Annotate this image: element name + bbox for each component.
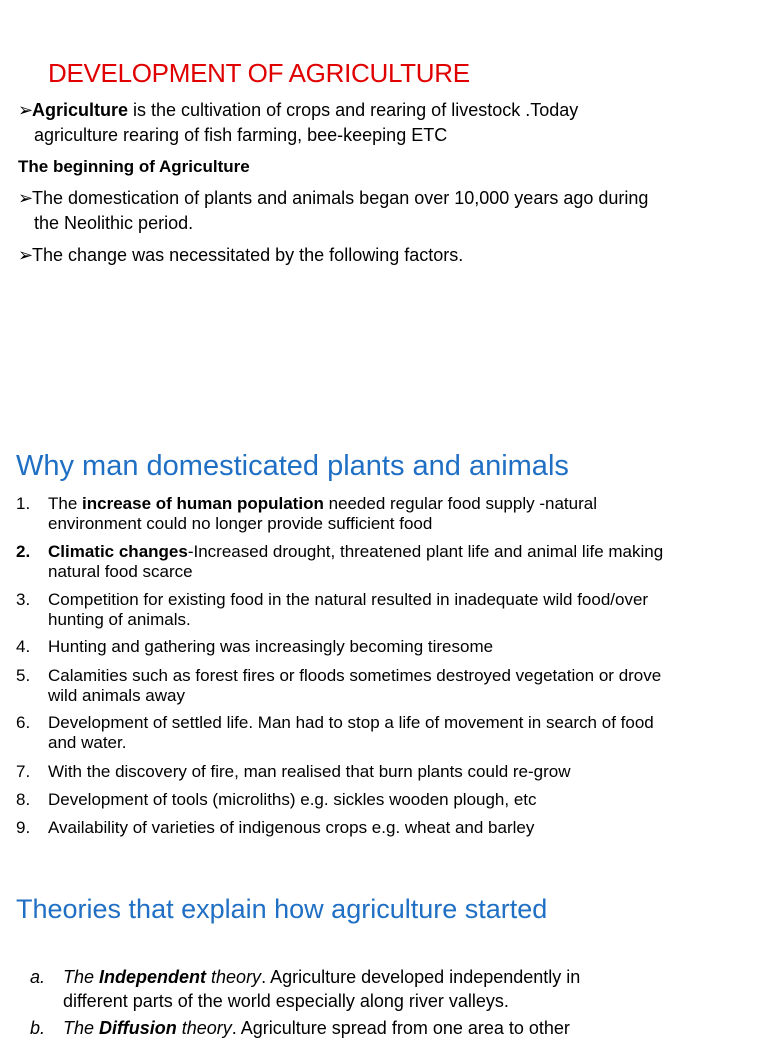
list-number: 5. <box>16 666 31 685</box>
beginning-bullet-1 <box>18 186 648 210</box>
text-line2: hunting of animals. <box>48 610 191 629</box>
list-number: 8. <box>16 790 31 809</box>
text-line1: . Agriculture spread from one area to other <box>231 1018 570 1038</box>
text-prefix: The <box>63 1018 100 1038</box>
list-number: 9. <box>16 818 31 837</box>
intro-text-line1: is the cultivation of crops and rearing of livestock .Today <box>128 100 579 120</box>
text-line2: natural food scarce <box>48 562 193 581</box>
text-prefix: The <box>63 967 100 987</box>
text-line1: -Increased drought, threatened plant life and animal life making <box>187 542 664 561</box>
list-item-text: Hunting and gathering was increasingly becoming tiresome <box>48 637 494 656</box>
list-item-text <box>48 713 758 753</box>
text-line2: and water. <box>48 733 127 752</box>
list-item-text: Availability of varieties of indigenous crops e.g. wheat and barley <box>48 818 535 837</box>
list-number: 4. <box>16 637 31 656</box>
list-letter: b. <box>30 1018 46 1038</box>
text-line1: needed regular food supply -natural <box>323 494 597 513</box>
arrow-bullet-icon: ➢ <box>18 100 34 120</box>
intro-bullet <box>18 98 578 122</box>
text-line1: Calamities such as forest fires or floods sometimes destroyed vegetation or drove <box>48 666 662 685</box>
text-theory-word: theory <box>176 1018 232 1038</box>
emphasis-text: Independent <box>99 967 207 987</box>
emphasis-text: Climatic changes <box>48 542 188 561</box>
list-item-text <box>48 542 758 582</box>
arrow-bullet-icon: ➢ <box>18 188 34 208</box>
text-line2: wild animals away <box>48 686 185 705</box>
why-reasons-list <box>0 494 768 854</box>
list-item-text: Development of tools (microliths) e.g. sickles wooden plough, etc <box>48 790 537 809</box>
bullet-text: The domestication of plants and animals began over 10,000 years ago during <box>32 188 649 208</box>
list-number: 7. <box>16 762 31 781</box>
list-number: 3. <box>16 590 31 609</box>
theories-section-heading: Theories that explain how agriculture started <box>16 894 548 924</box>
emphasis-text: increase of human population <box>82 494 324 513</box>
emphasis-text: Diffusion <box>99 1018 177 1038</box>
text-line1: . Agriculture developed independently in <box>261 967 581 987</box>
list-item-text <box>48 494 758 534</box>
arrow-bullet-icon: ➢ <box>18 245 34 265</box>
theory-a-text <box>63 965 763 1013</box>
theory-b-text <box>63 1016 763 1038</box>
text-line2: different parts of the world especially along river valleys. <box>63 991 509 1011</box>
agriculture-term: Agriculture <box>32 100 129 120</box>
beginning-bullet-1-line2: the Neolithic period. <box>34 213 194 233</box>
list-number: 1. <box>16 494 31 513</box>
list-item-text: With the discovery of fire, man realised that burn plants could re-grow <box>48 762 571 781</box>
text-theory-word: theory <box>206 967 262 987</box>
text-line2: environment could no longer provide sufficient food <box>48 514 433 533</box>
beginning-subheading: The beginning of Agriculture <box>18 157 250 176</box>
list-number: 6. <box>16 713 31 732</box>
list-letter: a. <box>30 967 46 987</box>
list-number: 2. <box>16 542 31 561</box>
text-line1: Competition for existing food in the natural resulted in inadequate wild food/over <box>48 590 649 609</box>
why-section-heading: Why man domesticated plants and animals <box>16 450 569 482</box>
text-prefix: The <box>48 494 83 513</box>
list-item-text <box>48 666 758 706</box>
bullet-text: The change was necessitated by the following factors. <box>32 245 464 265</box>
beginning-bullet-2 <box>18 243 463 267</box>
list-item-text <box>48 590 758 630</box>
text-line1: Development of settled life. Man had to stop a life of movement in search of food <box>48 713 654 732</box>
intro-text-line2: agriculture rearing of fish farming, bee-keeping ETC <box>34 125 448 145</box>
page-title: DEVELOPMENT OF AGRICULTURE <box>48 58 470 88</box>
